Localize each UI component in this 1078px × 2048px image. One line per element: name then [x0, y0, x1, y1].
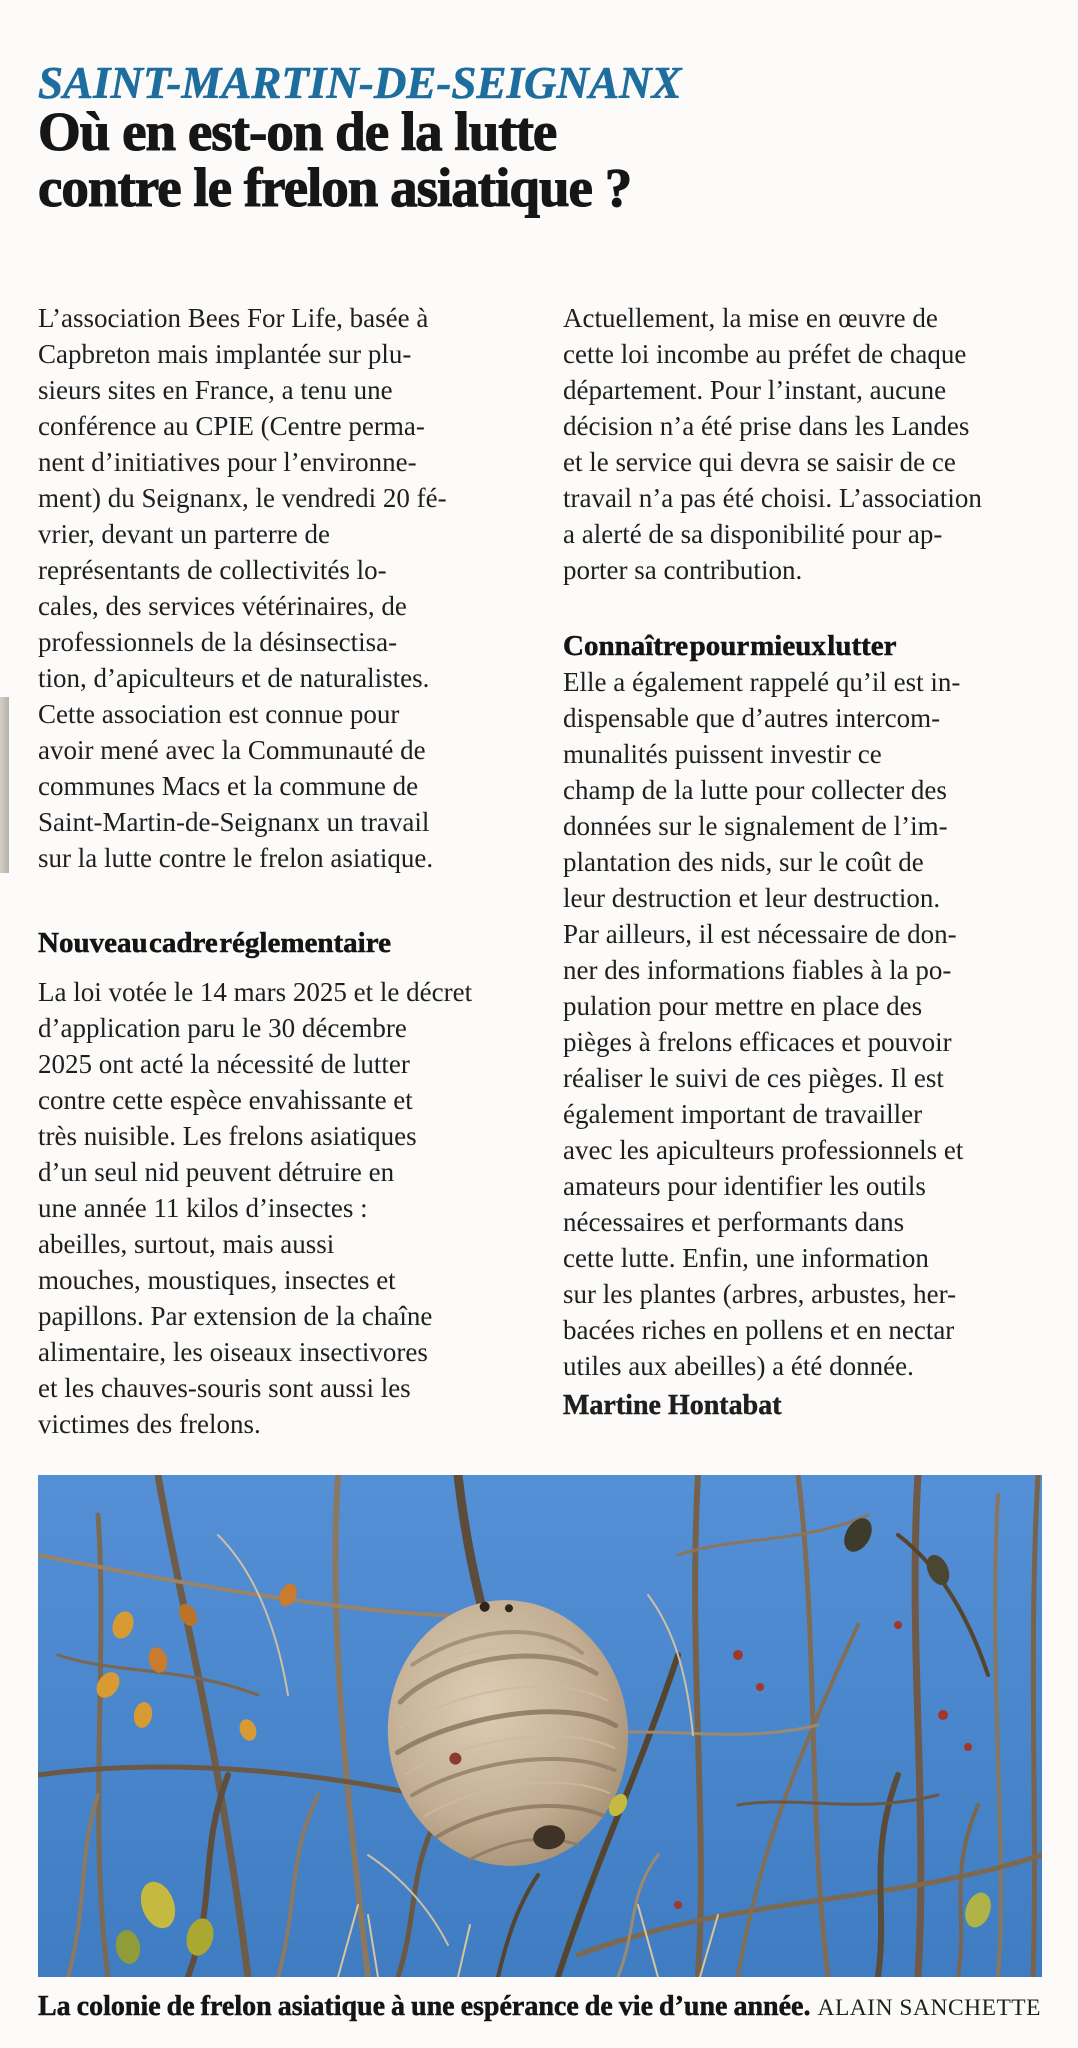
cut-text-fragment	[0, 1794, 12, 1830]
cut-text-fragment	[0, 1756, 12, 1792]
paragraph-prefet	[563, 300, 1044, 588]
text-line: travail n’a pas été choisi. L’association	[563, 483, 982, 513]
article-column-right	[563, 300, 1044, 1424]
text-line: ner des informations fiables à la po-	[563, 955, 952, 985]
text-line: munalités puissent investir ce	[563, 739, 882, 769]
text-line: et les chauves-souris sont aussi les	[38, 1373, 411, 1403]
text-line: également important de travailler	[563, 1099, 923, 1129]
text-line: victimes des frelons.	[38, 1409, 261, 1439]
text-line: Actuellement, la mise en œuvre de	[563, 303, 938, 333]
paragraph-intercommunalites	[563, 664, 1044, 1384]
text-line: sur les plantes (arbres, arbustes, her-	[563, 1279, 957, 1309]
text-line: a alerté de sa disponibilité pour ap-	[563, 519, 943, 549]
cut-text-fragment	[0, 1592, 12, 1628]
headline-line-1: Où en est-on de la lutte	[38, 101, 557, 162]
author-byline: Martine Hontabat	[563, 1390, 782, 1421]
text-line: une année 11 kilos d’insectes :	[38, 1193, 368, 1223]
text-line: abeilles, surtout, mais aussi	[38, 1229, 335, 1259]
text-line: alimentaire, les oiseaux insectivores	[38, 1337, 428, 1367]
cut-text-fragment	[0, 1862, 12, 1898]
text-line: nent d’initiatives pour l’environne-	[38, 447, 417, 477]
cut-text-fragment	[0, 1940, 12, 1976]
text-line: professionnels de la désinsectisa-	[38, 627, 398, 657]
kicker: SAINT-MARTIN-DE-SEIGNANX	[38, 58, 682, 108]
text-line: département. Pour l’instant, aucune	[563, 375, 947, 405]
text-line: sieurs sites en France, a tenu une	[38, 375, 393, 405]
subhead-nouveau-cadre: Nouveau cadre réglementaire	[38, 927, 391, 959]
cut-text-fragment	[0, 2022, 12, 2048]
text-line: sur la lutte contre le frelon asiatique.	[38, 843, 434, 873]
article-headline	[38, 101, 632, 218]
text-line: champ de la lutte pour collecter des	[563, 775, 947, 805]
cut-text-fragment	[0, 1828, 12, 1864]
cut-text-fragment	[0, 1058, 12, 1094]
caption-text: La colonie de frelon asiatique à une espérance de vie d’une année.	[38, 1991, 811, 2022]
text-line: pulation pour mettre en place des	[563, 991, 923, 1021]
text-line: vrier, devant un parterre de	[38, 519, 331, 549]
text-line: porter sa contribution.	[563, 555, 803, 585]
headline-line-2: contre le frelon asiatique ?	[38, 157, 632, 218]
text-line: avec les apiculteurs professionnels et	[563, 1135, 964, 1165]
text-line: utiles aux abeilles) a été donnée.	[563, 1351, 914, 1381]
paragraph-intro	[38, 300, 519, 876]
subhead-connaitre: Connaître pour mieux lutter	[563, 630, 897, 662]
text-line: décision n’a été prise dans les Landes	[563, 411, 970, 441]
text-line: communes Macs et la commune de	[38, 771, 419, 801]
text-line: cette lutte. Enfin, une information	[563, 1243, 929, 1273]
text-line: amateurs pour identifier les outils	[563, 1171, 926, 1201]
text-line: mouches, moustiques, insectes et	[38, 1265, 396, 1295]
text-line: cette loi incombe au préfet de chaque	[563, 339, 967, 369]
text-line: contre cette espèce envahissante et	[38, 1085, 413, 1115]
cut-text-fragment	[0, 1096, 12, 1132]
article-column-left	[38, 300, 519, 1442]
hornet-nest-photo	[38, 1475, 1042, 1977]
text-line: données sur le signalement de l’im-	[563, 811, 948, 841]
text-line: conférence au CPIE (Centre perma-	[38, 411, 425, 441]
text-line: nécessaires et performants dans	[563, 1207, 905, 1237]
text-line: Capbreton mais implantée sur plu-	[38, 339, 412, 369]
text-line: leur destruction et leur destruction.	[563, 883, 941, 913]
paragraph-loi	[38, 974, 519, 1442]
text-line: réaliser le suivi de ces pièges. Il est	[563, 1063, 944, 1093]
text-line: avoir mené avec la Communauté de	[38, 735, 426, 765]
text-line: pièges à frelons efficaces et pouvoir	[563, 1027, 952, 1057]
text-line: Elle a également rappelé qu’il est in-	[563, 667, 961, 697]
text-line: dispensable que d’autres intercom-	[563, 703, 941, 733]
text-line: La loi votée le 14 mars 2025 et le décret	[38, 977, 473, 1007]
photo-caption	[38, 1991, 1042, 2024]
text-line: d’un seul nid peuvent détruire en	[38, 1157, 395, 1187]
adjacent-image-edge	[0, 697, 9, 873]
text-line: L’association Bees For Life, basée à	[38, 303, 429, 333]
text-line: tion, d’apiculteurs et de naturalistes.	[38, 663, 430, 693]
text-line: papillons. Par extension de la chaîne	[38, 1301, 433, 1331]
text-line: 2025 ont acté la nécessité de lutter	[38, 1049, 410, 1079]
article-photo	[38, 1475, 1042, 1977]
cut-text-fragment	[0, 1698, 12, 1734]
cut-text-fragment	[0, 1022, 12, 1058]
text-line: ment) du Seignanx, le vendredi 20 fé-	[38, 483, 447, 513]
text-line: et le service qui devra se saisir de ce	[563, 447, 956, 477]
text-line: d’application paru le 30 décembre	[38, 1013, 407, 1043]
text-line: cales, des services vétérinaires, de	[38, 591, 407, 621]
text-line: bacées riches en pollens et en nectar	[563, 1315, 955, 1345]
text-line: très nuisible. Les frelons asiatiques	[38, 1121, 417, 1151]
caption-credit: ALAIN SANCHETTE	[817, 1995, 1042, 2021]
text-line: Par ailleurs, il est nécessaire de don-	[563, 919, 957, 949]
text-line: plantation des nids, sur le coût de	[563, 847, 924, 877]
text-line: Cette association est connue pour	[38, 699, 400, 729]
cut-text-fragment	[0, 962, 12, 998]
cut-text-fragment	[0, 1660, 12, 1696]
text-line: représentants de collectivités lo-	[38, 555, 387, 585]
text-line: Saint-Martin-de-Seignanx un travail	[38, 807, 430, 837]
